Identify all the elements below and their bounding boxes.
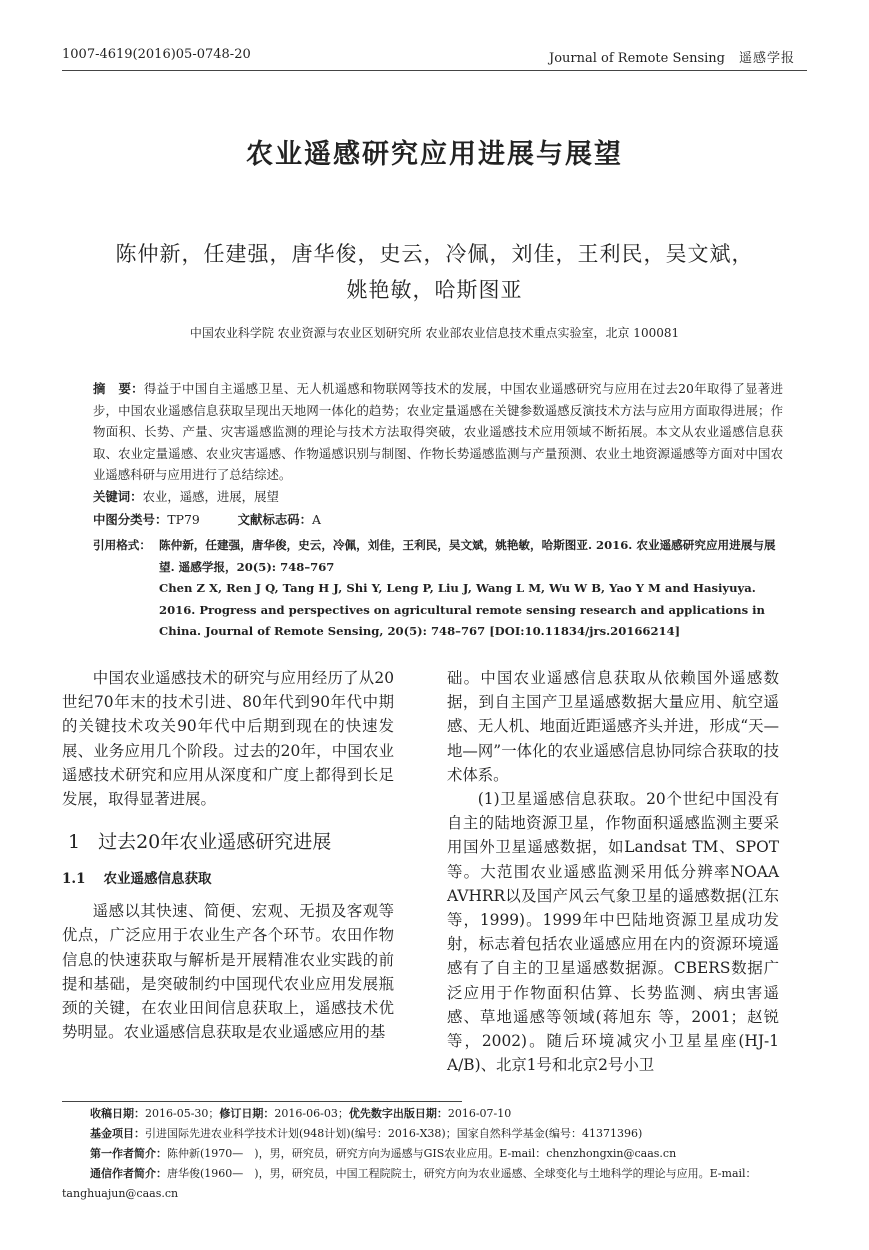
footnote-fund — [62, 1124, 808, 1144]
subsection-heading-1-1 — [62, 867, 394, 891]
citation-label: 引用格式： — [93, 538, 151, 552]
subsection-number: 1.1 — [62, 871, 86, 888]
abstract-label: 摘 要： — [93, 381, 144, 396]
journal-name — [549, 47, 795, 66]
revised-date: 2016-06-03； — [274, 1107, 349, 1120]
fund-text: 引进国际先进农业科学技术计划(948计划)(编号：2016-X38)；国家自然科学基金(编号：41371396) — [145, 1127, 643, 1140]
keywords — [93, 487, 279, 505]
clc-value: TP79 — [167, 512, 200, 527]
fund-label: 基金项目： — [90, 1127, 145, 1140]
author-list — [80, 236, 789, 308]
abstract-text: 得益于中国自主遥感卫星、无人机遥感和物联网等技术的发展，中国农业遥感研究与应用在过去20年取得了显著进步，中国农业遥感信息获取呈现出天地网一体化的趋势；农业定量遥感在关键参数遥感反演技术方法与应用方面取得进展；作物面积、长势、产量、灾害遥感监测的理论与技术方法取得突破，农业遥感技术应用领域不断拓展。本文从农业遥感信息获取、农业定量遥感、农业灾害遥感、作物遥感识别与制图、作物长势遥感监测与产量预测、农业土地资源遥感等方面对中国农业遥感科研与应用进行了总结综述。 — [93, 381, 783, 482]
footnote-dates — [62, 1104, 808, 1124]
journal-name-cn: 遥感学报 — [738, 51, 795, 66]
journal-issn: 1007-4619(2016)05-0748-20 — [62, 47, 251, 62]
online-label: 优先数字出版日期： — [348, 1107, 448, 1120]
footnote-first-author — [62, 1144, 808, 1164]
header-rule — [62, 70, 807, 71]
intro-paragraph: 中国农业遥感技术的研究与应用经历了从20世纪70年末的技术引进、80年代到90年代中期的关键技术攻关90年代中后期到现在的快速发展、业务应用几个阶段。过去的20年，中国农业遥感技术研究和应用从深度和广度上都得到长足发展，取得显著进展。 — [62, 669, 394, 809]
footnote-corresponding-email: tanghuajun@caas.cn — [62, 1187, 179, 1200]
section-number: 1 — [68, 831, 81, 854]
footnote-corresponding — [62, 1164, 808, 1184]
clc-label: 中图分类号： — [93, 512, 168, 527]
corresponding-text: 唐华俊(1960— )，男，研究员，中国工程院院士，研究方向为农业遥感、全球变化与土地科学的理论与应用。E-mail： — [167, 1167, 757, 1180]
affiliation: 中国农业科学院 农业资源与农业区划研究所 农业部农业信息技术重点实验室，北京 100081 — [189, 326, 680, 340]
citation-en: Chen Z X, Ren J Q, Tang H J, Shi Y, Leng P, Liu J, Wang L M, Wu W B, Yao Y M and Hasiyuya. 2016. Progress and perspectives on agricultural remote sensing research and applications in China. Journal of Remote Sensing, 20(5): 748–767 [DOI:10.11834/jrs.20166214] — [159, 581, 765, 638]
corresponding-label: 通信作者简介： — [90, 1167, 167, 1180]
body-column-left — [62, 666, 394, 1044]
doc-code-value: A — [312, 512, 321, 527]
body-column-right — [447, 666, 779, 1077]
paper-title: 农业遥感研究应用进展与展望 — [246, 139, 623, 170]
journal-name-en: Journal of Remote Sensing — [548, 51, 725, 66]
keywords-label: 关键词： — [93, 489, 143, 504]
citation-cn: 陈仲新，任建强，唐华俊，史云，冷佩，刘佳，王利民，吴文斌，姚艳敏，哈斯图亚. 2016. 农业遥感研究应用进展与展望. 遥感学报，20(5): 748–767 — [159, 538, 776, 574]
revised-label: 修订日期： — [219, 1107, 275, 1120]
footnote-rule — [62, 1101, 462, 1102]
authors-line-1: 陈仲新，任建强，唐华俊，史云，冷佩，刘佳，王利民，吴文斌， — [115, 242, 754, 266]
citation — [93, 535, 783, 643]
abstract — [93, 378, 783, 486]
footnotes — [62, 1104, 808, 1204]
online-date: 2016-07-10 — [447, 1107, 512, 1120]
section-heading-1 — [68, 827, 394, 857]
received-label: 收稿日期： — [90, 1107, 145, 1120]
first-author-label: 第一作者简介： — [90, 1147, 167, 1160]
paragraph-left: 遥感以其快速、简便、宏观、无损及客观等优点，广泛应用于农业生产各个环节。农田作物信息的快速获取与解析是开展精准农业实践的前提和基础，是突破制约中国现代农业应用发展瓶颈的关键，在农业田间信息获取上，遥感技术优势明显。农业遥感信息获取是农业遥感应用的基 — [62, 902, 394, 1042]
first-author-text: 陈仲新(1970— )，男，研究员，研究方向为遥感与GIS农业应用。E-mail：chenzhongxin@caas.cn — [167, 1147, 677, 1160]
received-date: 2016-05-30； — [145, 1107, 220, 1120]
section-title: 过去20年农业遥感研究进展 — [98, 831, 332, 854]
authors-line-2: 姚艳敏，哈斯图亚 — [346, 278, 523, 302]
classification — [93, 510, 321, 528]
doc-code-label: 文献标志码： — [237, 512, 313, 527]
paragraph-right-1: 础。中国农业遥感信息获取从依赖国外遥感数据，到自主国产卫星遥感数据大量应用、航空遥感、无人机、地面近距遥感齐头并进，形成“天—地—网”一体化的农业遥感信息协同综合获取的技术体系。 — [447, 669, 779, 784]
subsection-title: 农业遥感信息获取 — [103, 871, 212, 888]
keywords-text: 农业，遥感，进展，展望 — [142, 489, 279, 504]
paragraph-right-2: (1)卫星遥感信息获取。20个世纪中国没有自主的陆地资源卫星，作物面积遥感监测主要采用国外卫星遥感数据，如Landsat TM、SPOT等。大范围农业遥感监测采用低分辨率NOAA AVHRR以及国产风云气象卫星的遥感数据(江东 等，1999)。1999年中巴陆地资源卫星成功发射，标志着包括农业遥感应用在内的资源环境遥感有了自主的卫星遥感数据源。CBERS数据广泛应用于作物面积估算、长势监测、病虫害遥感、草地遥感等领域(蒋旭东 等，2001；赵锐 等，2002)。随后环境减灾小卫星星座(HJ-1 A/B)、北京1号和北京2号小卫 — [447, 790, 779, 1075]
